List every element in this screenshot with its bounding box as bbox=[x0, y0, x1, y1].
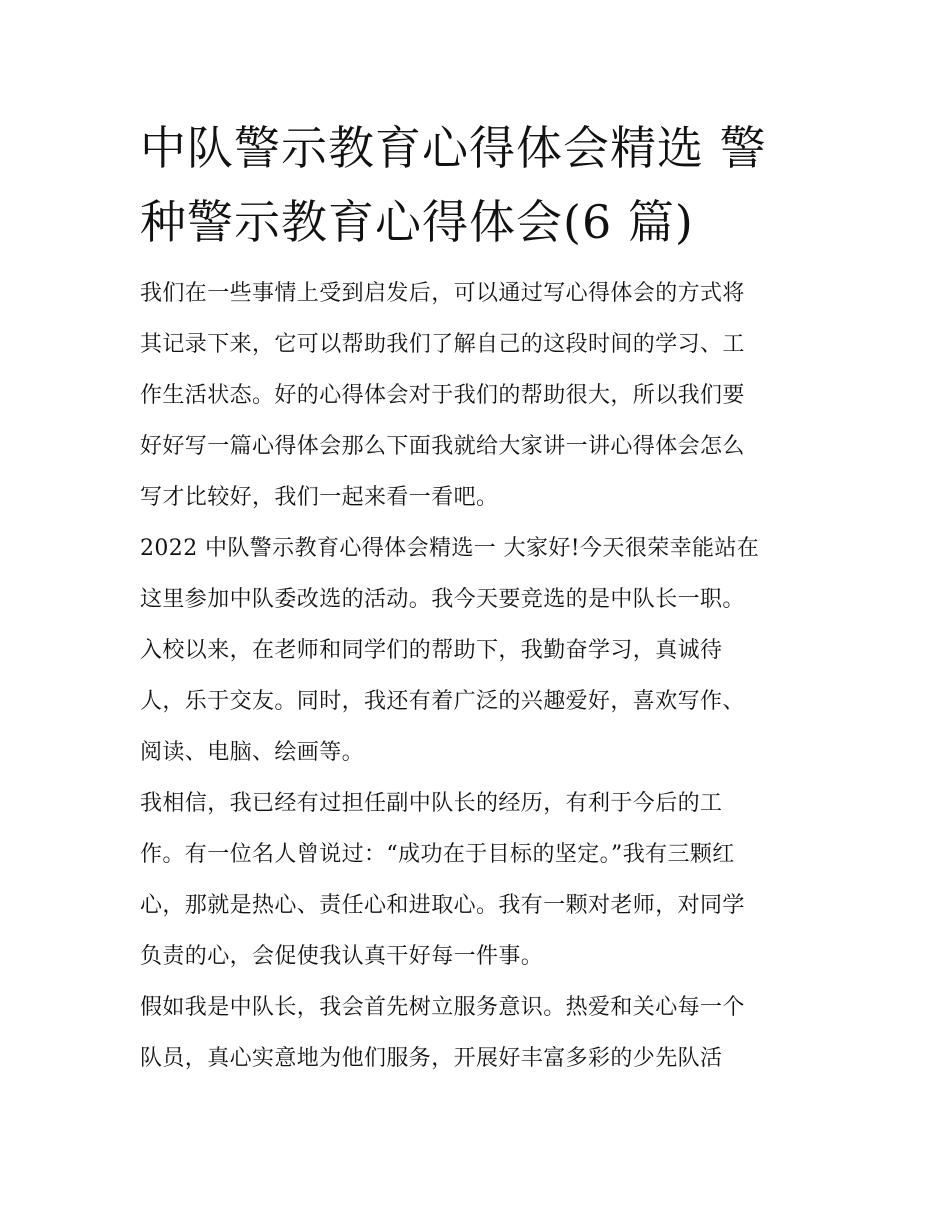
body-text-line: 我相信，我已经有过担任副中队长的经历，有利于今后的工 bbox=[140, 791, 723, 816]
body-text-line: 作生活状态。好的心得体会对于我们的帮助很大，所以我们要 bbox=[140, 383, 745, 408]
body-text-line: 其记录下来，它可以帮助我们了解自己的这段时间的学习、工 bbox=[140, 332, 745, 357]
document-title bbox=[140, 112, 820, 258]
title-line: 中队警示教育心得体会精选 警 bbox=[140, 121, 767, 175]
document-content bbox=[140, 112, 820, 1084]
body-text-line: 我们在一些事情上受到启发后，可以通过写心得体会的方式将 bbox=[140, 281, 745, 306]
title-line: 种警示教育心得体会(6 篇) bbox=[140, 195, 694, 249]
body-text-line: 写才比较好，我们一起来看一看吧。 bbox=[140, 485, 499, 510]
body-text-line: 负责的心，会促使我认真干好每一件事。 bbox=[140, 944, 544, 969]
body-text-line: 作。有一位名人曾说过：“成功在于目标的坚定。”我有三颗红 bbox=[140, 842, 735, 867]
body-text-line: 假如我是中队长，我会首先树立服务意识。热爱和关心每一个 bbox=[140, 995, 745, 1020]
body-text-line: 心，那就是热心、责任心和进取心。我有一颗对老师，对同学 bbox=[140, 893, 745, 918]
body-text-line: 好好写一篇心得体会那么下面我就给大家讲一讲心得体会怎么 bbox=[140, 434, 745, 459]
body-text-line: 入校以来，在老师和同学们的帮助下，我勤奋学习，真诚待 bbox=[140, 638, 723, 663]
body-text-line: 这里参加中队委改选的活动。我今天要竞选的是中队长一职。 bbox=[140, 587, 745, 612]
body-text-line: 2022 中队警示教育心得体会精选一 大家好!今天很荣幸能站在 bbox=[140, 536, 760, 561]
body-text-line: 人，乐于交友。同时，我还有着广泛的兴趣爱好，喜欢写作、 bbox=[140, 689, 745, 714]
document-body bbox=[140, 268, 820, 1084]
body-text-line: 队员，真心实意地为他们服务，开展好丰富多彩的少先队活 bbox=[140, 1046, 723, 1071]
body-text-line: 阅读、电脑、绘画等。 bbox=[140, 740, 365, 765]
